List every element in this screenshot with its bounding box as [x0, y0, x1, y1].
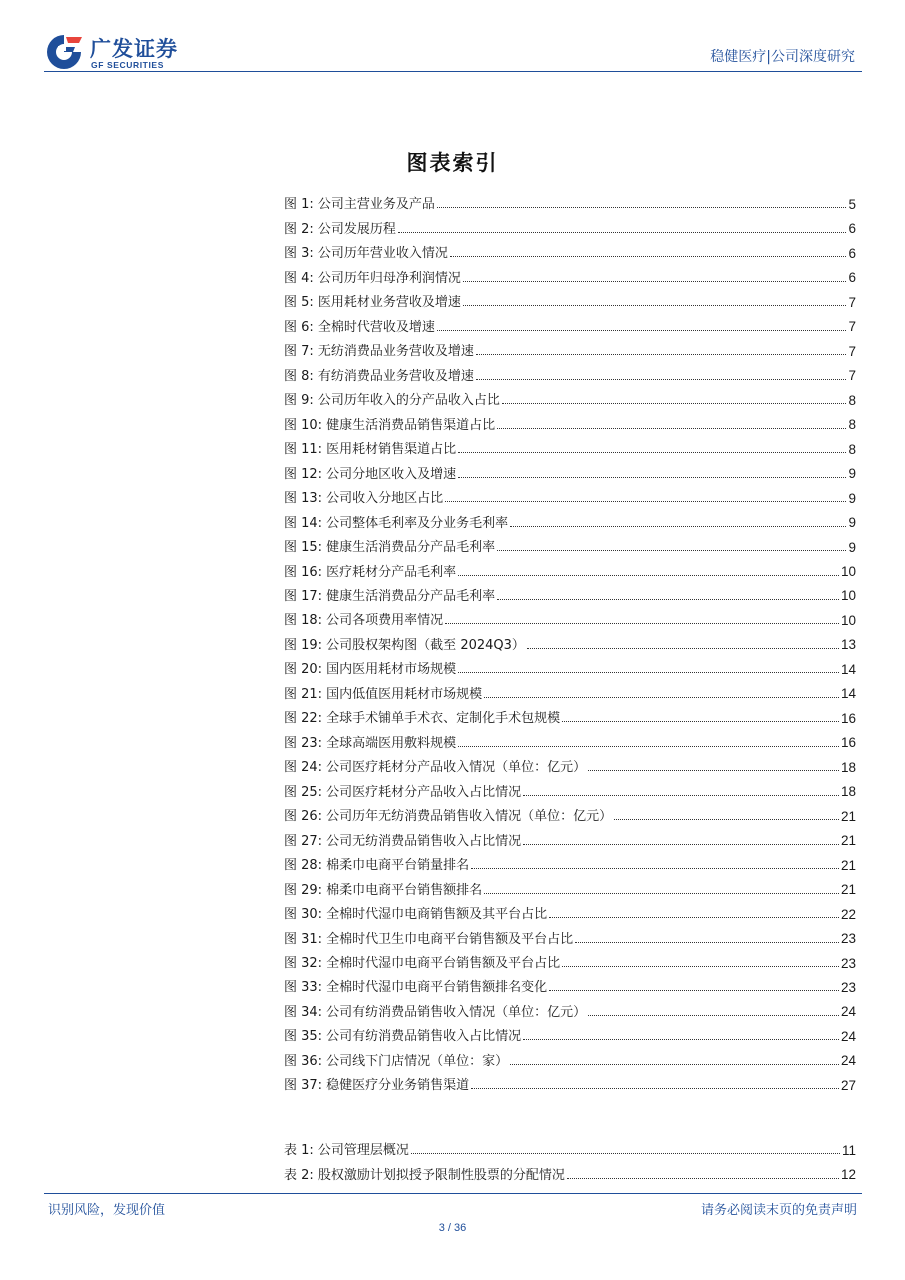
figure-entry-label: 图 3: 公司历年营业收入情况 [284, 246, 448, 262]
dot-leader [567, 1178, 839, 1179]
gf-securities-logo [44, 33, 194, 73]
dot-leader [510, 526, 846, 527]
figure-entry-label: 图 31: 全棉时代卫生巾电商平台销售额及平台占比 [284, 931, 574, 947]
figure-entry-page: 7 [848, 294, 856, 310]
figure-entry-label: 图 9: 公司历年收入的分产品收入占比 [284, 393, 500, 409]
footer-disclaimer: 请务必阅读末页的免责声明 [700, 1203, 857, 1218]
dot-leader [411, 1153, 840, 1154]
dot-leader [476, 354, 847, 355]
dot-leader [562, 966, 839, 967]
figure-entry-page: 21 [840, 808, 856, 824]
figure-entry[interactable] [284, 750, 856, 774]
figure-entry-label: 图 6: 全棉时代营收及增速 [284, 319, 435, 335]
figure-entry-page: 14 [840, 661, 856, 677]
figure-entry-label: 图 28: 棉柔巾电商平台销量排名 [284, 858, 470, 874]
figure-entry[interactable] [284, 603, 856, 627]
figure-entry-page: 7 [848, 368, 856, 384]
figure-entry-page: 27 [840, 1077, 856, 1093]
figure-entry-label: 图 7: 无纺消费品业务营收及增速 [284, 344, 474, 360]
figure-entry-label: 图 2: 公司发展历程 [284, 221, 396, 237]
table-entry-label: 表 1: 公司管理层概况 [284, 1143, 409, 1159]
dot-leader [575, 942, 839, 943]
dot-leader [458, 746, 839, 747]
figure-entry[interactable] [284, 505, 856, 529]
figure-entry[interactable] [284, 946, 856, 970]
footer-divider [44, 1193, 862, 1194]
dot-leader [523, 795, 839, 796]
dot-leader [588, 1015, 839, 1016]
dot-leader [458, 477, 846, 478]
figure-entry[interactable] [284, 872, 856, 896]
figure-entry[interactable] [284, 456, 856, 480]
figure-entry-label: 图 27: 公司无纺消费品销售收入占比情况 [284, 833, 522, 849]
figure-entry-page: 8 [848, 392, 856, 408]
figure-entry[interactable] [284, 309, 856, 333]
figure-entry-label: 图 13: 公司收入分地区占比 [284, 491, 444, 507]
figure-entry[interactable] [284, 1068, 856, 1092]
figure-entry-label: 图 5: 医用耗材业务营收及增速 [284, 295, 461, 311]
figure-entry-page: 8 [848, 441, 856, 457]
figure-entry[interactable] [284, 187, 856, 211]
dot-leader [497, 428, 846, 429]
dot-leader [458, 672, 839, 673]
figure-entry[interactable] [284, 579, 856, 603]
figure-entry-page: 23 [840, 979, 856, 995]
dot-leader [484, 893, 839, 894]
figure-entry[interactable] [284, 432, 856, 456]
figure-entry-page: 8 [848, 417, 856, 433]
figure-entry[interactable] [284, 236, 856, 260]
figure-entry-page: 10 [840, 564, 856, 579]
table-index-list [284, 1133, 856, 1182]
dot-leader [463, 305, 847, 306]
figure-entry[interactable] [284, 407, 856, 431]
figure-entry-page: 24 [840, 1053, 856, 1069]
dot-leader [510, 1064, 839, 1065]
figure-entry[interactable] [284, 725, 856, 749]
figure-entry-label: 图 4: 公司历年归母净利润情况 [284, 270, 461, 286]
figure-entry[interactable] [284, 921, 856, 945]
figure-entry-page: 16 [840, 710, 856, 726]
figure-index-list [284, 187, 856, 1092]
figure-entry[interactable] [284, 260, 856, 284]
figure-entry-label: 图 11: 医用耗材销售渠道占比 [284, 442, 457, 458]
figure-entry-page: 5 [848, 196, 856, 212]
figure-entry[interactable] [284, 701, 856, 725]
dot-leader [471, 1088, 839, 1089]
figure-entry-label: 图 32: 全棉时代湿巾电商平台销售额及平台占比 [284, 956, 561, 971]
figure-entry-page: 10 [840, 588, 856, 604]
figure-entry-page: 9 [848, 515, 856, 531]
table-entry-page: 11 [841, 1142, 856, 1158]
dot-leader [471, 868, 839, 869]
dot-leader [437, 330, 847, 331]
dot-leader [523, 1039, 839, 1040]
page-title: 图表索引 [406, 150, 499, 175]
figure-entry[interactable] [284, 652, 856, 676]
dot-leader [523, 844, 839, 845]
figure-entry-label: 图 18: 公司各项费用率情况 [284, 613, 444, 629]
figure-entry-page: 14 [840, 686, 856, 702]
figure-entry-page: 18 [840, 759, 856, 775]
figure-entry[interactable] [284, 530, 856, 554]
dot-leader [614, 819, 839, 820]
figure-entry-page: 7 [848, 319, 856, 335]
figure-entry[interactable] [284, 554, 856, 578]
dot-leader [398, 232, 847, 233]
figure-entry-label: 图 15: 健康生活消费品分产品毛利率 [284, 540, 496, 556]
figure-entry-page: 10 [840, 612, 856, 628]
dot-leader [549, 917, 839, 918]
figure-entry[interactable] [284, 1019, 856, 1043]
figure-entry[interactable] [284, 897, 856, 921]
dot-leader [445, 501, 846, 502]
figure-entry-label: 图 14: 公司整体毛利率及分业务毛利率 [284, 515, 509, 531]
table-entry[interactable] [284, 1157, 856, 1181]
figure-entry-label: 图 30: 全棉时代湿巾电商销售额及其平台占比 [284, 907, 548, 923]
figure-entry-label: 图 17: 健康生活消费品分产品毛利率 [284, 588, 496, 604]
figure-entry-page: 7 [848, 343, 856, 359]
figure-entry-label: 图 21: 国内低值医用耗材市场规模 [284, 686, 483, 702]
figure-entry[interactable] [284, 334, 856, 358]
figure-entry-label: 图 34: 公司有纺消费品销售收入情况（单位：亿元） [284, 1004, 587, 1020]
figure-entry-page: 6 [848, 245, 856, 261]
figure-entry-label: 图 29: 棉柔巾电商平台销售额排名 [284, 882, 483, 898]
figure-entry[interactable] [284, 970, 856, 994]
figure-entry-label: 图 19: 公司股权架构图（截至 2024Q3） [284, 637, 525, 653]
figure-entry[interactable] [284, 285, 856, 309]
figure-entry-page: 24 [840, 1004, 856, 1020]
figure-entry-label: 图 36: 公司线下门店情况（单位：家） [284, 1053, 509, 1069]
figure-entry-label: 图 1: 公司主营业务及产品 [284, 197, 435, 213]
figure-entry[interactable] [284, 823, 856, 847]
figure-entry-page: 21 [840, 857, 856, 873]
figure-entry-page: 21 [840, 882, 856, 898]
header-divider [44, 71, 862, 72]
figure-entry-page: 13 [840, 637, 856, 653]
page-header [0, 0, 905, 80]
dot-leader [476, 379, 847, 380]
figure-entry-label: 图 37: 稳健医疗分业务销售渠道 [284, 1078, 470, 1094]
table-entry-page: 12 [840, 1167, 856, 1183]
report-title: 稳健医疗|公司深度研究 [710, 49, 855, 65]
dot-leader [497, 550, 846, 551]
figure-entry-label: 图 10: 健康生活消费品销售渠道占比 [284, 417, 496, 433]
figure-entry-page: 9 [848, 490, 856, 506]
figure-entry-page: 24 [840, 1028, 856, 1044]
dot-leader [562, 721, 839, 722]
logo-text-en: GF SECURITIES [91, 60, 164, 70]
figure-entry-page: 16 [840, 735, 856, 751]
figure-entry-page: 9 [848, 466, 856, 482]
dot-leader [527, 648, 839, 649]
figure-entry-label: 图 16: 医疗耗材分产品毛利率 [284, 564, 457, 580]
dot-leader [549, 990, 839, 991]
figure-entry-label: 图 35: 公司有纺消费品销售收入占比情况 [284, 1029, 522, 1045]
figure-entry[interactable] [284, 211, 856, 235]
figure-entry-label: 图 33: 全棉时代湿巾电商平台销售额排名变化 [284, 980, 548, 996]
figure-entry-label: 图 24: 公司医疗耗材分产品收入情况（单位：亿元） [284, 760, 587, 776]
dot-leader [445, 623, 839, 624]
table-entry[interactable] [284, 1133, 856, 1157]
dot-leader [502, 403, 847, 404]
figure-entry-page: 6 [848, 270, 856, 286]
figure-entry-page: 23 [840, 955, 856, 971]
gf-logo-icon [44, 33, 84, 71]
table-entry-label: 表 2: 股权激励计划拟授予限制性股票的分配情况 [284, 1167, 565, 1183]
figure-entry[interactable] [284, 676, 856, 700]
dot-leader [463, 281, 847, 282]
figure-entry[interactable] [284, 848, 856, 872]
figure-entry-label: 图 25: 公司医疗耗材分产品收入占比情况 [284, 784, 522, 800]
figure-entry-page: 6 [848, 221, 856, 237]
figure-entry-label: 图 23: 全球高端医用敷料规模 [284, 735, 457, 751]
figure-entry[interactable] [284, 1043, 856, 1067]
figure-entry-page: 22 [840, 906, 856, 922]
dot-leader [458, 575, 839, 576]
figure-entry[interactable] [284, 358, 856, 382]
footer-slogan: 识别风险，发现价值 [48, 1203, 166, 1218]
dot-leader [497, 599, 839, 600]
figure-entry[interactable] [284, 627, 856, 651]
figure-entry-label: 图 20: 国内医用耗材市场规模 [284, 662, 457, 678]
dot-leader [437, 207, 847, 208]
figure-entry[interactable] [284, 774, 856, 798]
figure-entry-page: 18 [840, 784, 856, 800]
figure-entry-page: 21 [840, 833, 856, 849]
dot-leader [458, 452, 846, 453]
dot-leader [450, 256, 847, 257]
figure-entry-page: 9 [848, 539, 856, 555]
figure-entry[interactable] [284, 481, 856, 505]
figure-entry-label: 图 12: 公司分地区收入及增速 [284, 466, 457, 482]
figure-entry-label: 图 26: 公司历年无纺消费品销售收入情况（单位：亿元） [284, 809, 613, 825]
dot-leader [588, 770, 839, 771]
page-number: 3 / 36 [438, 1222, 467, 1234]
figure-entry-label: 图 8: 有纺消费品业务营收及增速 [284, 368, 474, 384]
dot-leader [484, 697, 839, 698]
logo-text-cn: 广发证券 [90, 37, 178, 61]
figure-entry[interactable] [284, 799, 856, 823]
figure-entry-label: 图 22: 全球手术铺单手术衣、定制化手术包规模 [284, 711, 561, 727]
figure-entry-page: 23 [840, 931, 856, 947]
figure-entry[interactable] [284, 994, 856, 1018]
figure-entry[interactable] [284, 383, 856, 407]
